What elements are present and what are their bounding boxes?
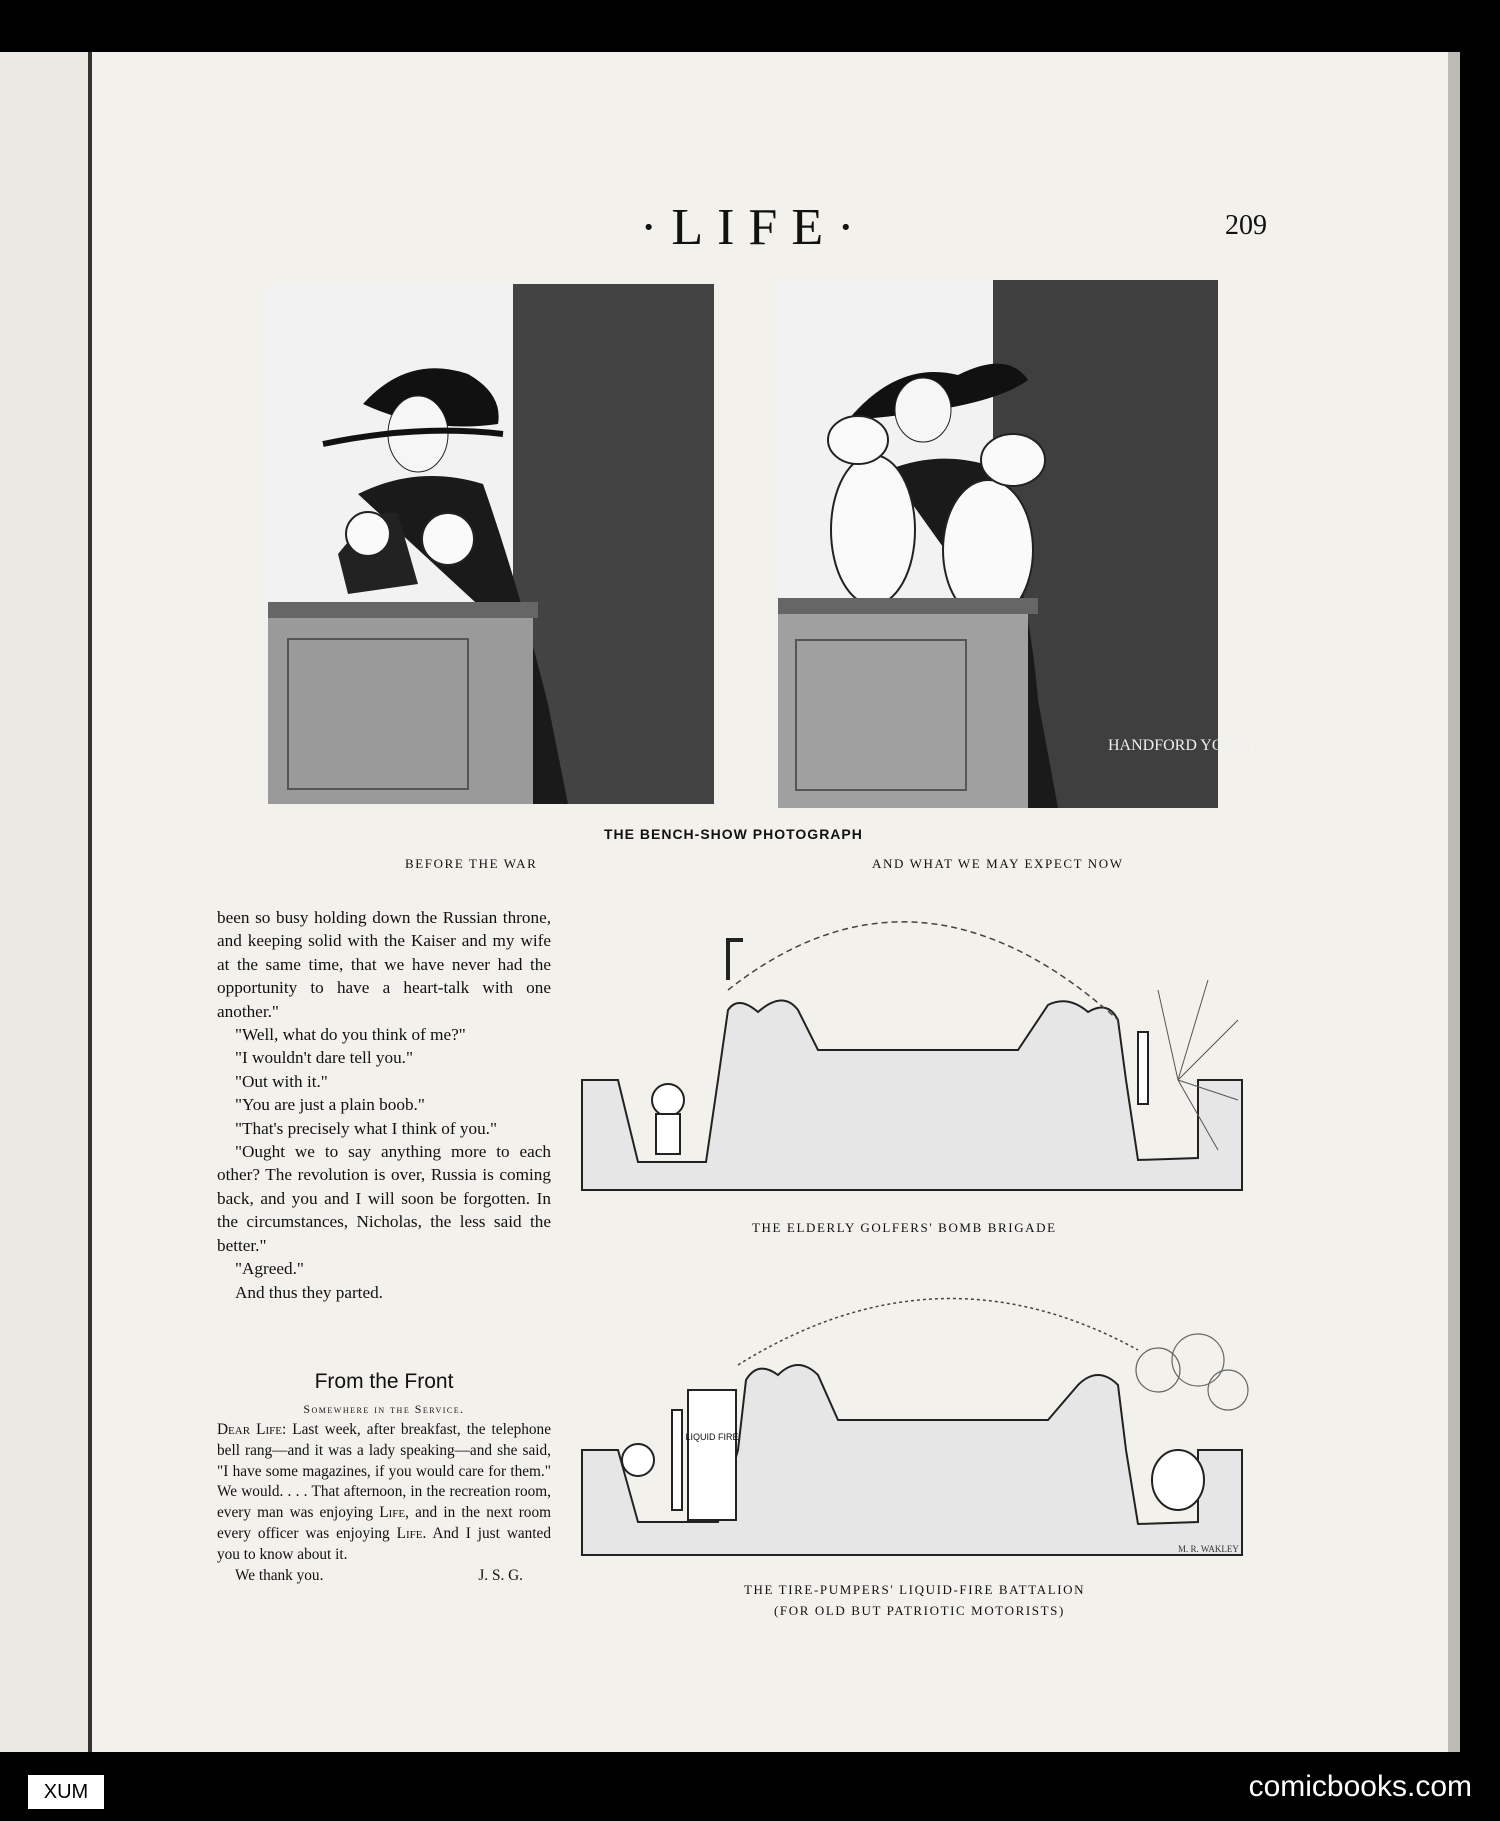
story-paragraph: "That's precisely what I think of you.": [235, 1118, 497, 1138]
artist-signature: HANDFORD YOUNG: [1108, 737, 1259, 754]
scan-source-logo: XUM: [28, 1775, 104, 1809]
story-paragraph: And thus they parted.: [235, 1282, 383, 1302]
from-front-title: From the Front: [314, 1370, 454, 1393]
story-paragraph: "I wouldn't dare tell you.": [235, 1048, 413, 1068]
page-number: 209: [1225, 210, 1267, 241]
site-watermark: comicbooks.com: [1248, 1770, 1472, 1803]
tire-pumpers-caption-2: (FOR OLD BUT PATRIOTIC MOTORISTS): [774, 1603, 1065, 1618]
golfers-caption: THE ELDERLY GOLFERS' BOMB BRIGADE: [752, 1220, 1057, 1235]
story-paragraph: "Well, what do you think of me?": [235, 1025, 466, 1045]
from-front-subtitle: Somewhere in the Service.: [303, 1402, 465, 1416]
story-paragraph: "Agreed.": [235, 1259, 304, 1279]
story-paragraph: "Out with it.": [235, 1071, 328, 1091]
story-column: [217, 906, 551, 1304]
before-war-illustration: [268, 284, 714, 804]
left-page-edge: [0, 52, 91, 1752]
story-paragraph: "You are just a plain boob.": [235, 1095, 425, 1115]
letter-closing: We thank you.: [235, 1566, 324, 1584]
golfers-illustration: [578, 900, 1262, 1195]
letter-salutation: Dear Life:: [217, 1421, 287, 1438]
before-war-caption: BEFORE THE WAR: [405, 856, 538, 871]
bench-show-title: THE BENCH-SHOW PHOTOGRAPH: [604, 826, 863, 842]
story-paragraph: been so busy holding down the Russian throne, and keeping solid with the Kaiser and my wife at the same time, that we have never had the opportunity to have a heart-talk with one another.": [217, 908, 551, 1021]
from-front-letter: [217, 1420, 551, 1586]
magazine-title: ·LIFE·: [640, 199, 869, 256]
expect-now-illustration: [778, 280, 1259, 808]
letter-body: , and in the next room every officer was enjoying: [217, 1504, 551, 1542]
life-mention: Life: [379, 1504, 406, 1522]
tire-artist-signature: M. R. WAKLEY: [1178, 1544, 1239, 1554]
life-mention: Life: [396, 1524, 423, 1542]
letter-body: . And I just wanted you to know about it.: [217, 1524, 551, 1563]
tire-pumpers-caption-1: THE TIRE-PUMPERS' LIQUID-FIRE BATTALION: [744, 1582, 1086, 1597]
tire-pumpers-illustration: [578, 1290, 1262, 1560]
expect-now-caption: AND WHAT WE MAY EXPECT NOW: [872, 856, 1124, 871]
story-paragraph: "Ought we to say anything more to each other? The revolution is over, Russia is coming back, and you and I will soon be forgotten. In the circumstances, Nicholas, the less said the better.": [217, 1142, 551, 1255]
liquid-fire-label: LIQUID FIRE: [685, 1432, 739, 1442]
letter-body: Last week, after breakfast, the telephone bell rang—and it was a lady speaking—and she said, "I have some magazines, if you would care for them." We would. . . . That afternoon, in the recreation room, every man was enjoying: [217, 1421, 551, 1522]
right-page-edge: [1448, 52, 1460, 1752]
letter-signature: J. S. G.: [478, 1566, 523, 1584]
